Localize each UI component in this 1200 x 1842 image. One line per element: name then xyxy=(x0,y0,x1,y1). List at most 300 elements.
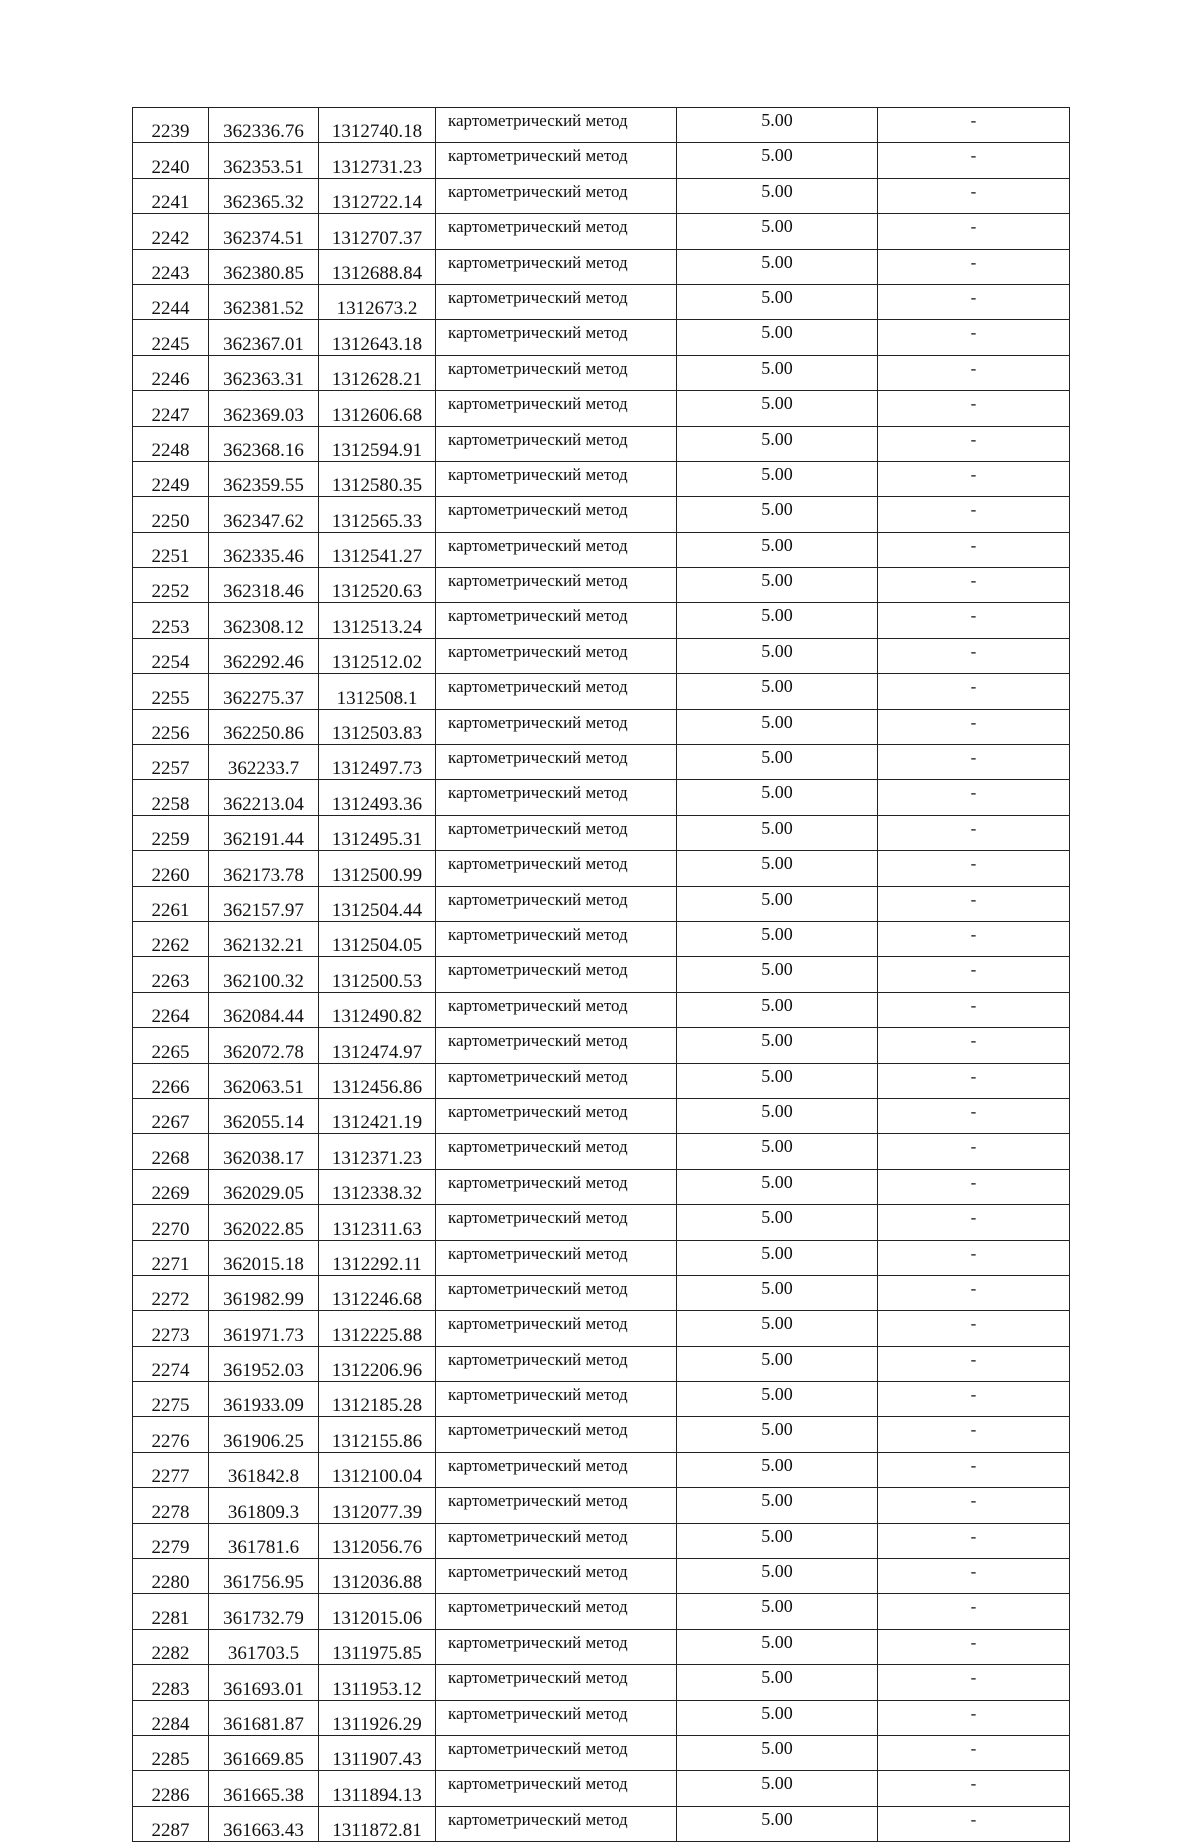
y-coordinate-cell: 1312495.31 xyxy=(319,815,436,850)
description-cell: - xyxy=(878,780,1070,815)
point-number-cell: 2284 xyxy=(133,1700,209,1735)
x-coordinate-cell: 362022.85 xyxy=(209,1205,319,1240)
point-number-cell: 2253 xyxy=(133,603,209,638)
point-number-cell: 2252 xyxy=(133,568,209,603)
method-cell: картометрический метод xyxy=(436,178,677,213)
table-row xyxy=(133,1559,1070,1594)
x-coordinate-cell: 361906.25 xyxy=(209,1417,319,1452)
point-number-cell: 2286 xyxy=(133,1771,209,1806)
accuracy-cell: 5.00 xyxy=(677,178,878,213)
y-coordinate-cell: 1312722.14 xyxy=(319,178,436,213)
description-cell: - xyxy=(878,143,1070,178)
description-cell: - xyxy=(878,1700,1070,1735)
accuracy-cell: 5.00 xyxy=(677,1028,878,1063)
point-number-cell: 2254 xyxy=(133,638,209,673)
accuracy-cell: 5.00 xyxy=(677,426,878,461)
y-coordinate-cell: 1312565.33 xyxy=(319,497,436,532)
y-coordinate-cell: 1312185.28 xyxy=(319,1382,436,1417)
x-coordinate-cell: 362213.04 xyxy=(209,780,319,815)
y-coordinate-cell: 1312688.84 xyxy=(319,249,436,284)
accuracy-cell: 5.00 xyxy=(677,1594,878,1629)
description-cell: - xyxy=(878,1594,1070,1629)
point-number-cell: 2249 xyxy=(133,461,209,496)
y-coordinate-cell: 1312606.68 xyxy=(319,391,436,426)
y-coordinate-cell: 1312338.32 xyxy=(319,1169,436,1204)
method-cell: картометрический метод xyxy=(436,1665,677,1700)
method-cell: картометрический метод xyxy=(436,815,677,850)
table-row xyxy=(133,1240,1070,1275)
point-number-cell: 2262 xyxy=(133,921,209,956)
y-coordinate-cell: 1312541.27 xyxy=(319,532,436,567)
method-cell: картометрический метод xyxy=(436,1098,677,1133)
y-coordinate-cell: 1312504.44 xyxy=(319,886,436,921)
point-number-cell: 2270 xyxy=(133,1205,209,1240)
method-cell: картометрический метод xyxy=(436,391,677,426)
description-cell: - xyxy=(878,1629,1070,1664)
point-number-cell: 2258 xyxy=(133,780,209,815)
x-coordinate-cell: 362353.51 xyxy=(209,143,319,178)
method-cell: картометрический метод xyxy=(436,1275,677,1310)
accuracy-cell: 5.00 xyxy=(677,745,878,780)
method-cell: картометрический метод xyxy=(436,1594,677,1629)
table-row xyxy=(133,214,1070,249)
table-row xyxy=(133,921,1070,956)
point-number-cell: 2272 xyxy=(133,1275,209,1310)
y-coordinate-cell: 1312497.73 xyxy=(319,745,436,780)
accuracy-cell: 5.00 xyxy=(677,532,878,567)
description-cell: - xyxy=(878,1169,1070,1204)
point-number-cell: 2271 xyxy=(133,1240,209,1275)
x-coordinate-cell: 361756.95 xyxy=(209,1559,319,1594)
accuracy-cell: 5.00 xyxy=(677,391,878,426)
description-cell: - xyxy=(878,1205,1070,1240)
x-coordinate-cell: 362250.86 xyxy=(209,709,319,744)
table-row xyxy=(133,1098,1070,1133)
description-cell: - xyxy=(878,214,1070,249)
method-cell: картометрический метод xyxy=(436,1452,677,1487)
x-coordinate-cell: 361703.5 xyxy=(209,1629,319,1664)
y-coordinate-cell: 1312225.88 xyxy=(319,1311,436,1346)
table-row xyxy=(133,320,1070,355)
y-coordinate-cell: 1312056.76 xyxy=(319,1523,436,1558)
method-cell: картометрический метод xyxy=(436,1417,677,1452)
table-row xyxy=(133,1063,1070,1098)
point-number-cell: 2283 xyxy=(133,1665,209,1700)
method-cell: картометрический метод xyxy=(436,1346,677,1381)
point-number-cell: 2261 xyxy=(133,886,209,921)
x-coordinate-cell: 362063.51 xyxy=(209,1063,319,1098)
point-number-cell: 2245 xyxy=(133,320,209,355)
y-coordinate-cell: 1311872.81 xyxy=(319,1806,436,1841)
accuracy-cell: 5.00 xyxy=(677,143,878,178)
accuracy-cell: 5.00 xyxy=(677,1559,878,1594)
point-number-cell: 2274 xyxy=(133,1346,209,1381)
accuracy-cell: 5.00 xyxy=(677,1134,878,1169)
accuracy-cell: 5.00 xyxy=(677,1417,878,1452)
y-coordinate-cell: 1312512.02 xyxy=(319,638,436,673)
accuracy-cell: 5.00 xyxy=(677,886,878,921)
y-coordinate-cell: 1312673.2 xyxy=(319,284,436,319)
x-coordinate-cell: 362084.44 xyxy=(209,992,319,1027)
table-row xyxy=(133,1205,1070,1240)
y-coordinate-cell: 1312490.82 xyxy=(319,992,436,1027)
y-coordinate-cell: 1312508.1 xyxy=(319,674,436,709)
x-coordinate-cell: 362233.7 xyxy=(209,745,319,780)
method-cell: картометрический метод xyxy=(436,1311,677,1346)
accuracy-cell: 5.00 xyxy=(677,780,878,815)
point-number-cell: 2265 xyxy=(133,1028,209,1063)
y-coordinate-cell: 1312206.96 xyxy=(319,1346,436,1381)
table-row xyxy=(133,1134,1070,1169)
accuracy-cell: 5.00 xyxy=(677,355,878,390)
y-coordinate-cell: 1312643.18 xyxy=(319,320,436,355)
x-coordinate-cell: 361669.85 xyxy=(209,1735,319,1770)
method-cell: картометрический метод xyxy=(436,320,677,355)
point-number-cell: 2251 xyxy=(133,532,209,567)
accuracy-cell: 5.00 xyxy=(677,1098,878,1133)
point-number-cell: 2275 xyxy=(133,1382,209,1417)
table-row xyxy=(133,745,1070,780)
method-cell: картометрический метод xyxy=(436,674,677,709)
table-row xyxy=(133,1735,1070,1770)
method-cell: картометрический метод xyxy=(436,709,677,744)
method-cell: картометрический метод xyxy=(436,1700,677,1735)
description-cell: - xyxy=(878,1488,1070,1523)
table-row xyxy=(133,992,1070,1027)
description-cell: - xyxy=(878,1382,1070,1417)
x-coordinate-cell: 362369.03 xyxy=(209,391,319,426)
table-row xyxy=(133,1346,1070,1381)
y-coordinate-cell: 1311926.29 xyxy=(319,1700,436,1735)
table-row xyxy=(133,1523,1070,1558)
y-coordinate-cell: 1312100.04 xyxy=(319,1452,436,1487)
method-cell: картометрический метод xyxy=(436,851,677,886)
description-cell: - xyxy=(878,568,1070,603)
accuracy-cell: 5.00 xyxy=(677,108,878,143)
point-number-cell: 2273 xyxy=(133,1311,209,1346)
table-row xyxy=(133,1806,1070,1841)
method-cell: картометрический метод xyxy=(436,1134,677,1169)
x-coordinate-cell: 361665.38 xyxy=(209,1771,319,1806)
accuracy-cell: 5.00 xyxy=(677,1629,878,1664)
y-coordinate-cell: 1311907.43 xyxy=(319,1735,436,1770)
point-number-cell: 2276 xyxy=(133,1417,209,1452)
table-row xyxy=(133,1488,1070,1523)
table-row xyxy=(133,143,1070,178)
table-row xyxy=(133,426,1070,461)
description-cell: - xyxy=(878,1771,1070,1806)
accuracy-cell: 5.00 xyxy=(677,674,878,709)
table-row xyxy=(133,568,1070,603)
y-coordinate-cell: 1312311.63 xyxy=(319,1205,436,1240)
method-cell: картометрический метод xyxy=(436,214,677,249)
x-coordinate-cell: 361971.73 xyxy=(209,1311,319,1346)
description-cell: - xyxy=(878,1346,1070,1381)
x-coordinate-cell: 361809.3 xyxy=(209,1488,319,1523)
method-cell: картометрический метод xyxy=(436,1629,677,1664)
x-coordinate-cell: 361681.87 xyxy=(209,1700,319,1735)
y-coordinate-cell: 1312503.83 xyxy=(319,709,436,744)
table-row xyxy=(133,1700,1070,1735)
table-row xyxy=(133,1629,1070,1664)
method-cell: картометрический метод xyxy=(436,1523,677,1558)
description-cell: - xyxy=(878,921,1070,956)
accuracy-cell: 5.00 xyxy=(677,638,878,673)
accuracy-cell: 5.00 xyxy=(677,815,878,850)
x-coordinate-cell: 361663.43 xyxy=(209,1806,319,1841)
point-number-cell: 2239 xyxy=(133,108,209,143)
x-coordinate-cell: 362157.97 xyxy=(209,886,319,921)
point-number-cell: 2269 xyxy=(133,1169,209,1204)
accuracy-cell: 5.00 xyxy=(677,1346,878,1381)
accuracy-cell: 5.00 xyxy=(677,709,878,744)
method-cell: картометрический метод xyxy=(436,921,677,956)
point-number-cell: 2247 xyxy=(133,391,209,426)
method-cell: картометрический метод xyxy=(436,603,677,638)
table-row xyxy=(133,1028,1070,1063)
y-coordinate-cell: 1312707.37 xyxy=(319,214,436,249)
accuracy-cell: 5.00 xyxy=(677,957,878,992)
description-cell: - xyxy=(878,1417,1070,1452)
point-number-cell: 2277 xyxy=(133,1452,209,1487)
point-number-cell: 2255 xyxy=(133,674,209,709)
point-number-cell: 2260 xyxy=(133,851,209,886)
accuracy-cell: 5.00 xyxy=(677,1382,878,1417)
x-coordinate-cell: 361933.09 xyxy=(209,1382,319,1417)
table-row xyxy=(133,1594,1070,1629)
y-coordinate-cell: 1312504.05 xyxy=(319,921,436,956)
description-cell: - xyxy=(878,638,1070,673)
y-coordinate-cell: 1312246.68 xyxy=(319,1275,436,1310)
table-row xyxy=(133,1169,1070,1204)
point-number-cell: 2263 xyxy=(133,957,209,992)
y-coordinate-cell: 1312594.91 xyxy=(319,426,436,461)
description-cell: - xyxy=(878,674,1070,709)
description-cell: - xyxy=(878,709,1070,744)
description-cell: - xyxy=(878,391,1070,426)
method-cell: картометрический метод xyxy=(436,1806,677,1841)
x-coordinate-cell: 362380.85 xyxy=(209,249,319,284)
point-number-cell: 2285 xyxy=(133,1735,209,1770)
description-cell: - xyxy=(878,249,1070,284)
method-cell: картометрический метод xyxy=(436,355,677,390)
table-row xyxy=(133,1452,1070,1487)
method-cell: картометрический метод xyxy=(436,568,677,603)
description-cell: - xyxy=(878,108,1070,143)
method-cell: картометрический метод xyxy=(436,1735,677,1770)
x-coordinate-cell: 361982.99 xyxy=(209,1275,319,1310)
description-cell: - xyxy=(878,745,1070,780)
accuracy-cell: 5.00 xyxy=(677,1806,878,1841)
point-number-cell: 2278 xyxy=(133,1488,209,1523)
x-coordinate-cell: 361781.6 xyxy=(209,1523,319,1558)
point-number-cell: 2250 xyxy=(133,497,209,532)
method-cell: картометрический метод xyxy=(436,249,677,284)
point-number-cell: 2248 xyxy=(133,426,209,461)
accuracy-cell: 5.00 xyxy=(677,1240,878,1275)
table-row xyxy=(133,709,1070,744)
x-coordinate-cell: 362381.52 xyxy=(209,284,319,319)
point-number-cell: 2287 xyxy=(133,1806,209,1841)
method-cell: картометрический метод xyxy=(436,1063,677,1098)
method-cell: картометрический метод xyxy=(436,497,677,532)
x-coordinate-cell: 362100.32 xyxy=(209,957,319,992)
point-number-cell: 2268 xyxy=(133,1134,209,1169)
x-coordinate-cell: 362038.17 xyxy=(209,1134,319,1169)
accuracy-cell: 5.00 xyxy=(677,461,878,496)
table-row xyxy=(133,178,1070,213)
x-coordinate-cell: 362308.12 xyxy=(209,603,319,638)
accuracy-cell: 5.00 xyxy=(677,992,878,1027)
x-coordinate-cell: 362365.32 xyxy=(209,178,319,213)
y-coordinate-cell: 1312500.53 xyxy=(319,957,436,992)
description-cell: - xyxy=(878,1275,1070,1310)
y-coordinate-cell: 1312580.35 xyxy=(319,461,436,496)
coordinates-table-body xyxy=(133,108,1070,1842)
description-cell: - xyxy=(878,1452,1070,1487)
table-row xyxy=(133,886,1070,921)
table-row xyxy=(133,1382,1070,1417)
accuracy-cell: 5.00 xyxy=(677,1205,878,1240)
description-cell: - xyxy=(878,461,1070,496)
table-row xyxy=(133,1417,1070,1452)
method-cell: картометрический метод xyxy=(436,1488,677,1523)
x-coordinate-cell: 362055.14 xyxy=(209,1098,319,1133)
y-coordinate-cell: 1312628.21 xyxy=(319,355,436,390)
x-coordinate-cell: 362368.16 xyxy=(209,426,319,461)
description-cell: - xyxy=(878,284,1070,319)
table-row xyxy=(133,603,1070,638)
description-cell: - xyxy=(878,355,1070,390)
method-cell: картометрический метод xyxy=(436,284,677,319)
method-cell: картометрический метод xyxy=(436,886,677,921)
description-cell: - xyxy=(878,1559,1070,1594)
table-row xyxy=(133,355,1070,390)
x-coordinate-cell: 362336.76 xyxy=(209,108,319,143)
point-number-cell: 2256 xyxy=(133,709,209,744)
description-cell: - xyxy=(878,603,1070,638)
description-cell: - xyxy=(878,1311,1070,1346)
table-row xyxy=(133,391,1070,426)
method-cell: картометрический метод xyxy=(436,992,677,1027)
accuracy-cell: 5.00 xyxy=(677,1735,878,1770)
y-coordinate-cell: 1312500.99 xyxy=(319,851,436,886)
description-cell: - xyxy=(878,1806,1070,1841)
x-coordinate-cell: 361732.79 xyxy=(209,1594,319,1629)
method-cell: картометрический метод xyxy=(436,1169,677,1204)
description-cell: - xyxy=(878,815,1070,850)
description-cell: - xyxy=(878,426,1070,461)
x-coordinate-cell: 362347.62 xyxy=(209,497,319,532)
point-number-cell: 2282 xyxy=(133,1629,209,1664)
method-cell: картометрический метод xyxy=(436,143,677,178)
accuracy-cell: 5.00 xyxy=(677,1452,878,1487)
point-number-cell: 2267 xyxy=(133,1098,209,1133)
point-number-cell: 2246 xyxy=(133,355,209,390)
x-coordinate-cell: 362275.37 xyxy=(209,674,319,709)
table-row xyxy=(133,1311,1070,1346)
table-row xyxy=(133,497,1070,532)
x-coordinate-cell: 362367.01 xyxy=(209,320,319,355)
point-number-cell: 2243 xyxy=(133,249,209,284)
accuracy-cell: 5.00 xyxy=(677,1311,878,1346)
accuracy-cell: 5.00 xyxy=(677,320,878,355)
x-coordinate-cell: 362292.46 xyxy=(209,638,319,673)
y-coordinate-cell: 1312456.86 xyxy=(319,1063,436,1098)
y-coordinate-cell: 1312740.18 xyxy=(319,108,436,143)
table-row xyxy=(133,532,1070,567)
table-row xyxy=(133,957,1070,992)
description-cell: - xyxy=(878,1735,1070,1770)
table-row xyxy=(133,108,1070,143)
description-cell: - xyxy=(878,1134,1070,1169)
point-number-cell: 2240 xyxy=(133,143,209,178)
method-cell: картометрический метод xyxy=(436,745,677,780)
y-coordinate-cell: 1312371.23 xyxy=(319,1134,436,1169)
table-row xyxy=(133,461,1070,496)
description-cell: - xyxy=(878,1028,1070,1063)
x-coordinate-cell: 362191.44 xyxy=(209,815,319,850)
method-cell: картометрический метод xyxy=(436,1240,677,1275)
method-cell: картометрический метод xyxy=(436,957,677,992)
table-row xyxy=(133,638,1070,673)
y-coordinate-cell: 1311975.85 xyxy=(319,1629,436,1664)
accuracy-cell: 5.00 xyxy=(677,1275,878,1310)
y-coordinate-cell: 1312015.06 xyxy=(319,1594,436,1629)
description-cell: - xyxy=(878,957,1070,992)
method-cell: картометрический метод xyxy=(436,1771,677,1806)
x-coordinate-cell: 362029.05 xyxy=(209,1169,319,1204)
description-cell: - xyxy=(878,320,1070,355)
accuracy-cell: 5.00 xyxy=(677,497,878,532)
accuracy-cell: 5.00 xyxy=(677,1700,878,1735)
accuracy-cell: 5.00 xyxy=(677,921,878,956)
table-row xyxy=(133,284,1070,319)
x-coordinate-cell: 362132.21 xyxy=(209,921,319,956)
description-cell: - xyxy=(878,1523,1070,1558)
x-coordinate-cell: 361952.03 xyxy=(209,1346,319,1381)
x-coordinate-cell: 361693.01 xyxy=(209,1665,319,1700)
description-cell: - xyxy=(878,851,1070,886)
x-coordinate-cell: 361842.8 xyxy=(209,1452,319,1487)
point-number-cell: 2281 xyxy=(133,1594,209,1629)
x-coordinate-cell: 362072.78 xyxy=(209,1028,319,1063)
method-cell: картометрический метод xyxy=(436,1205,677,1240)
y-coordinate-cell: 1312077.39 xyxy=(319,1488,436,1523)
method-cell: картометрический метод xyxy=(436,461,677,496)
x-coordinate-cell: 362363.31 xyxy=(209,355,319,390)
table-row xyxy=(133,1771,1070,1806)
point-number-cell: 2242 xyxy=(133,214,209,249)
y-coordinate-cell: 1312155.86 xyxy=(319,1417,436,1452)
method-cell: картометрический метод xyxy=(436,108,677,143)
table-row xyxy=(133,780,1070,815)
accuracy-cell: 5.00 xyxy=(677,568,878,603)
accuracy-cell: 5.00 xyxy=(677,603,878,638)
point-number-cell: 2241 xyxy=(133,178,209,213)
point-number-cell: 2266 xyxy=(133,1063,209,1098)
x-coordinate-cell: 362374.51 xyxy=(209,214,319,249)
point-number-cell: 2264 xyxy=(133,992,209,1027)
description-cell: - xyxy=(878,1665,1070,1700)
description-cell: - xyxy=(878,1098,1070,1133)
point-number-cell: 2257 xyxy=(133,745,209,780)
method-cell: картометрический метод xyxy=(436,638,677,673)
table-row xyxy=(133,249,1070,284)
x-coordinate-cell: 362335.46 xyxy=(209,532,319,567)
accuracy-cell: 5.00 xyxy=(677,1169,878,1204)
y-coordinate-cell: 1312493.36 xyxy=(319,780,436,815)
